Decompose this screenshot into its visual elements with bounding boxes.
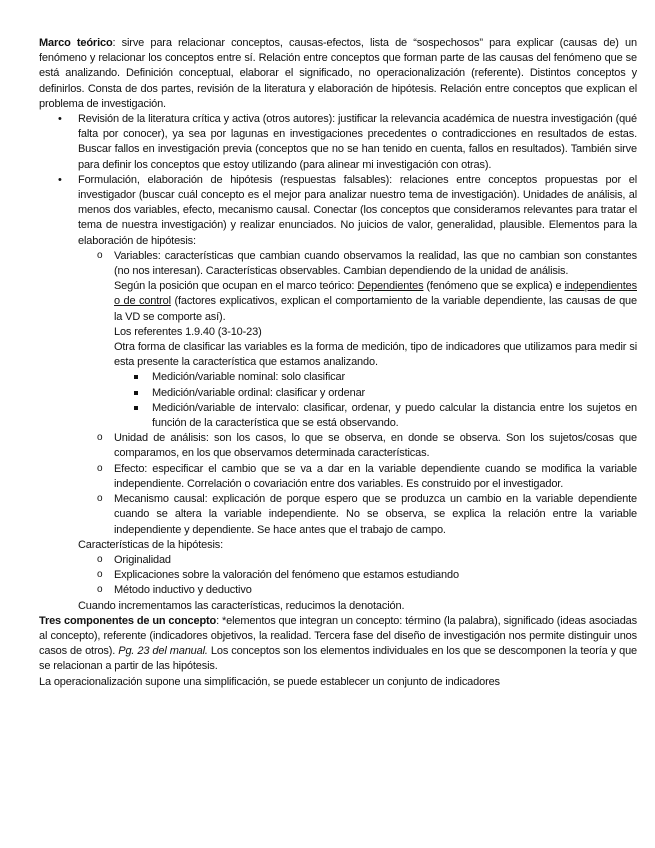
medicion-list	[114, 370, 637, 431]
marco-teorico-title: Marco teórico	[39, 37, 113, 49]
posicion-text-a: Según la posición que ocupan en el marco teórico:	[114, 280, 358, 293]
tres-text-a: : *elementos que integran un concepto: término (la palabra), significado (ideas asociadas al concepto), referente (indicadores objetivos, la realidad. Tercera fase del diseño de investigación nos permite distinguir unos casos de otros).	[39, 614, 638, 658]
list-item-metodo: o Método inductivo y deductivo	[78, 583, 637, 598]
list-item-originalidad: o Originalidad	[78, 553, 637, 568]
bullet-formulacion-text: Formulación, elaboración de hipótesis (respuestas falsables): relaciones entre conceptos propuestas por el investigador (buscar cuál concepto es el mejor para analizar nuestro tema de investigación). Unidades de análisis, al menos dos variables, efecto, mecanismo causal. Conectar (los conceptos que consideramos relevantes para tratar el tema de nuestra investigación) y realizar enunciados. No juicios de valor, generalidad, plausible. Elementos para la elaboración de hipótesis:	[78, 173, 637, 247]
clasificar-text: Otra forma de clasificar las variables es la forma de medición, tipo de indicadores que utilizamos para medir si esta presente la característica que estamos analizando.	[114, 341, 637, 369]
bullet-revision-text: Revisión de la literatura crítica y activa (otros autores): justificar la relevancia académica de nuestra investigación (qué falta por conocer), ya sea por lagunas en investigaciones precedentes o contradicciones en resultados de estas. Buscar fallos en investigación previa (conceptos que no se han tenido en cuenta, fallos en resultados). También sirve para definir los conceptos que estoy utilizando (para alinear mi investigación con otras).	[78, 113, 637, 171]
list-item-explicaciones: o Explicaciones sobre la valoración del fenómeno que estamos estudiando	[78, 568, 637, 583]
manual-reference: Pg. 23 del manual.	[118, 645, 208, 658]
cuando-line: Cuando incrementamos las características, reducimos la denotación.	[78, 599, 405, 612]
independientes-term: independientes o de control	[114, 280, 637, 308]
caracteristicas-list	[78, 553, 637, 599]
hipotesis-elements-list	[78, 249, 637, 538]
operacionalizacion-line: La operacionalización supone una simplificación, se puede establecer un conjunto de indicadores	[39, 675, 500, 688]
main-bullet-list	[39, 112, 637, 249]
posicion-text-b: (fenómeno que se explica) e	[423, 280, 565, 293]
list-item-medicion-intervalo: Medición/variable de intervalo: clasificar, ordenar, y puedo calcular la distancia entre los sujetos en función de la característica que se está observando.	[114, 401, 637, 431]
variables-intro: o Variables: características que cambian cuando observamos la realidad, las que no cambian son constantes (no nos interesan). Características observables. Cambian dependiendo de la unidad de análisis.	[114, 249, 637, 278]
list-item-medicion-nominal: Medición/variable nominal: solo clasificar	[114, 370, 637, 385]
list-item-unidad-analisis: o Unidad de análisis: son los casos, lo que se observa, en donde se observa. Son los sujetos/cosas que comparamos, en los que observamos determinada características.	[78, 431, 637, 461]
list-item-medicion-ordinal: Medición/variable ordinal: clasificar y ordenar	[114, 386, 637, 401]
tres-componentes-title: Tres componentes de un concepto	[39, 614, 217, 627]
bullet-revision-literatura	[39, 112, 637, 173]
caracteristicas-heading: Características de la hipótesis:	[78, 538, 223, 551]
variables-posicion	[114, 279, 637, 325]
marco-teorico-paragraph	[39, 36, 637, 112]
tres-componentes-paragraph	[39, 614, 637, 675]
list-item-variables	[78, 249, 637, 431]
list-item-mecanismo-causal: o Mecanismo causal: explicación de porque espero que se produzca un cambio en la variable dependiente cuando se altera la variable independiente. No se observa, se explica la relación entre la variable independiente y dependiente. Se hace antes que el trabajo de campo.	[78, 492, 637, 538]
dependientes-term: Dependientes	[357, 280, 424, 293]
marco-teorico-text: : sirve para relacionar conceptos, causas-efectos, lista de “sospechosos” para explicar (causas de) un fenómeno y relacionar los conceptos entre sí. Relación entre conceptos que forman parte de las causas del fenómeno que se está analizando. Definición conceptual, elaborar el significado, no operacionalización (referente). Distintos conceptos y definirlos. Consta de dos partes, revisión de la literatura y elaboración de hipótesis. Relación entre conceptos que explican el problema de investigación.	[39, 37, 637, 110]
posicion-text-c: (factores explicativos, explican el comportamiento de la variable dependiente, las causas de que la VD se comporte así).	[114, 295, 637, 323]
bullet-formulacion-hipotesis	[39, 173, 637, 249]
list-item-efecto: o Efecto: especificar el cambio que se va a dar en la variable dependiente cuando se modifica la variable independiente. Correlación o covariación entre dos variables. Es construido por el investigador.	[78, 462, 637, 492]
tres-text-b: Los conceptos son los elementos individuales en los que se descomponen la teoría y que se relacionan a partir de las hipótesis.	[39, 645, 638, 673]
referentes-line: Los referentes 1.9.40 (3-10-23)	[114, 325, 262, 338]
